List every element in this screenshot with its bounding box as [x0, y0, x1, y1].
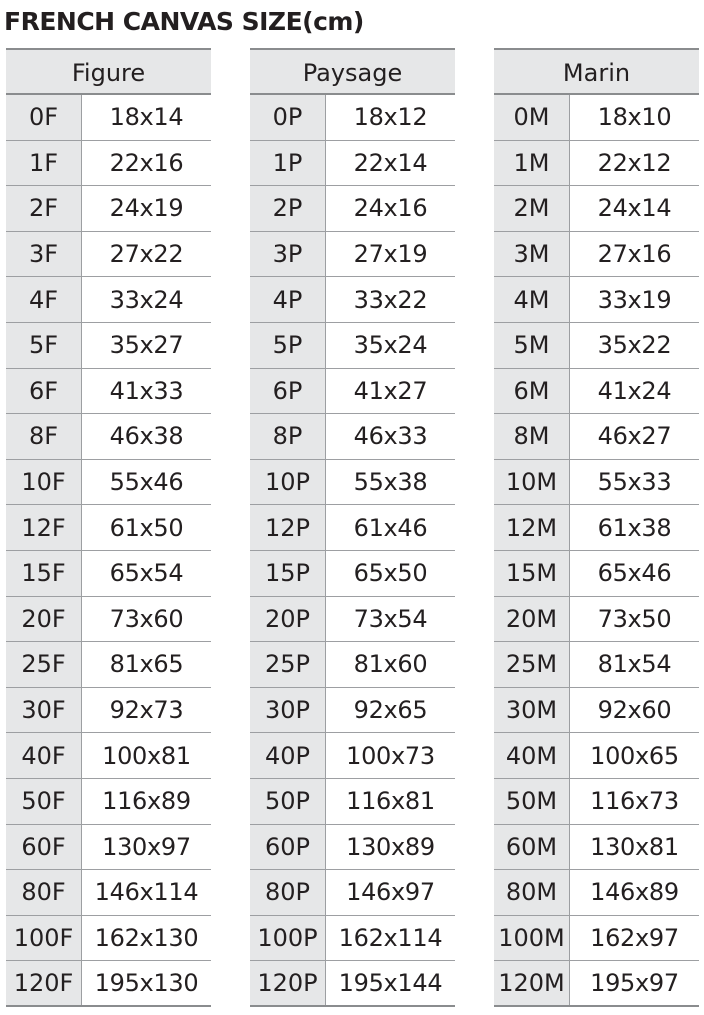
table-row: [250, 95, 455, 141]
dimensions-cell: 73x54: [326, 597, 455, 642]
size-code-cell: 100P: [250, 916, 326, 961]
table-row: [6, 961, 211, 1007]
size-code-cell: 120P: [250, 961, 326, 1005]
size-code-cell: 10M: [494, 460, 570, 505]
dimensions-cell: 46x33: [326, 414, 455, 459]
dimensions-cell: 195x144: [326, 961, 455, 1005]
table-row: [250, 186, 455, 232]
dimensions-cell: 81x65: [82, 642, 211, 687]
size-code-cell: 1F: [6, 141, 82, 186]
table-row: [6, 733, 211, 779]
dimensions-cell: 27x16: [570, 232, 699, 277]
size-code-cell: 80F: [6, 870, 82, 915]
size-code-cell: 120F: [6, 961, 82, 1005]
dimensions-cell: 22x14: [326, 141, 455, 186]
dimensions-cell: 92x60: [570, 688, 699, 733]
table-row: [6, 688, 211, 734]
table-row: [494, 95, 699, 141]
marin-table-header: Marin: [494, 48, 699, 95]
size-code-cell: 40F: [6, 733, 82, 778]
table-row: [6, 95, 211, 141]
table-row: [6, 916, 211, 962]
size-code-cell: 15P: [250, 551, 326, 596]
figure-table: [6, 48, 211, 1007]
dimensions-cell: 22x12: [570, 141, 699, 186]
size-code-cell: 12M: [494, 505, 570, 550]
table-row: [494, 460, 699, 506]
size-code-cell: 3P: [250, 232, 326, 277]
dimensions-cell: 61x38: [570, 505, 699, 550]
size-code-cell: 40P: [250, 733, 326, 778]
table-row: [6, 551, 211, 597]
dimensions-cell: 81x54: [570, 642, 699, 687]
dimensions-cell: 162x114: [326, 916, 455, 961]
size-code-cell: 6P: [250, 369, 326, 414]
size-code-cell: 12P: [250, 505, 326, 550]
dimensions-cell: 92x73: [82, 688, 211, 733]
size-code-cell: 5F: [6, 323, 82, 368]
table-row: [250, 779, 455, 825]
table-row: [6, 505, 211, 551]
size-code-cell: 25P: [250, 642, 326, 687]
size-code-cell: 60F: [6, 825, 82, 870]
dimensions-cell: 146x97: [326, 870, 455, 915]
size-code-cell: 3F: [6, 232, 82, 277]
table-row: [494, 414, 699, 460]
table-row: [6, 597, 211, 643]
table-row: [250, 277, 455, 323]
size-code-cell: 25F: [6, 642, 82, 687]
dimensions-cell: 24x16: [326, 186, 455, 231]
size-code-cell: 12F: [6, 505, 82, 550]
table-row: [250, 642, 455, 688]
dimensions-cell: 55x33: [570, 460, 699, 505]
size-code-cell: 4F: [6, 277, 82, 322]
table-row: [250, 597, 455, 643]
size-code-cell: 40M: [494, 733, 570, 778]
dimensions-cell: 116x89: [82, 779, 211, 824]
size-code-cell: 5P: [250, 323, 326, 368]
size-code-cell: 100F: [6, 916, 82, 961]
table-row: [494, 733, 699, 779]
size-code-cell: 20F: [6, 597, 82, 642]
table-row: [494, 688, 699, 734]
table-row: [250, 323, 455, 369]
table-row: [494, 232, 699, 278]
table-row: [250, 688, 455, 734]
dimensions-cell: 92x65: [326, 688, 455, 733]
dimensions-cell: 27x22: [82, 232, 211, 277]
paysage-table: [250, 48, 455, 1007]
table-row: [494, 505, 699, 551]
dimensions-cell: 116x81: [326, 779, 455, 824]
dimensions-cell: 46x27: [570, 414, 699, 459]
dimensions-cell: 55x46: [82, 460, 211, 505]
table-row: [250, 916, 455, 962]
size-code-cell: 50M: [494, 779, 570, 824]
table-row: [250, 825, 455, 871]
dimensions-cell: 35x22: [570, 323, 699, 368]
dimensions-cell: 65x46: [570, 551, 699, 596]
dimensions-cell: 41x33: [82, 369, 211, 414]
size-code-cell: 80M: [494, 870, 570, 915]
size-code-cell: 1M: [494, 141, 570, 186]
size-code-cell: 8M: [494, 414, 570, 459]
size-code-cell: 15F: [6, 551, 82, 596]
dimensions-cell: 18x12: [326, 95, 455, 140]
table-row: [6, 277, 211, 323]
size-code-cell: 50P: [250, 779, 326, 824]
size-code-cell: 30F: [6, 688, 82, 733]
dimensions-cell: 100x73: [326, 733, 455, 778]
size-code-cell: 100M: [494, 916, 570, 961]
dimensions-cell: 130x89: [326, 825, 455, 870]
dimensions-cell: 116x73: [570, 779, 699, 824]
dimensions-cell: 46x38: [82, 414, 211, 459]
table-row: [250, 961, 455, 1007]
table-row: [494, 961, 699, 1007]
size-code-cell: 0F: [6, 95, 82, 140]
size-code-cell: 2F: [6, 186, 82, 231]
table-row: [494, 141, 699, 187]
table-row: [494, 277, 699, 323]
dimensions-cell: 195x130: [82, 961, 211, 1005]
table-row: [494, 323, 699, 369]
dimensions-cell: 33x24: [82, 277, 211, 322]
size-code-cell: 10F: [6, 460, 82, 505]
table-row: [6, 870, 211, 916]
size-code-cell: 50F: [6, 779, 82, 824]
dimensions-cell: 146x114: [82, 870, 211, 915]
table-row: [250, 460, 455, 506]
size-code-cell: 0M: [494, 95, 570, 140]
dimensions-cell: 162x130: [82, 916, 211, 961]
table-row: [494, 597, 699, 643]
table-row: [6, 323, 211, 369]
dimensions-cell: 65x54: [82, 551, 211, 596]
table-row: [494, 779, 699, 825]
size-code-cell: 3M: [494, 232, 570, 277]
dimensions-cell: 146x89: [570, 870, 699, 915]
size-code-cell: 4P: [250, 277, 326, 322]
table-row: [6, 369, 211, 415]
size-code-cell: 6M: [494, 369, 570, 414]
table-row: [6, 232, 211, 278]
size-code-cell: 120M: [494, 961, 570, 1005]
marin-table: [494, 48, 699, 1007]
table-row: [250, 232, 455, 278]
dimensions-cell: 162x97: [570, 916, 699, 961]
table-row: [494, 369, 699, 415]
dimensions-cell: 41x24: [570, 369, 699, 414]
dimensions-cell: 65x50: [326, 551, 455, 596]
dimensions-cell: 18x14: [82, 95, 211, 140]
table-row: [494, 825, 699, 871]
table-row: [250, 414, 455, 460]
size-code-cell: 2P: [250, 186, 326, 231]
paysage-table-header: Paysage: [250, 48, 455, 95]
size-code-cell: 80P: [250, 870, 326, 915]
dimensions-cell: 73x50: [570, 597, 699, 642]
table-row: [494, 916, 699, 962]
dimensions-cell: 195x97: [570, 961, 699, 1005]
dimensions-cell: 33x19: [570, 277, 699, 322]
size-code-cell: 30P: [250, 688, 326, 733]
table-row: [250, 733, 455, 779]
table-row: [6, 186, 211, 232]
size-code-cell: 60P: [250, 825, 326, 870]
page-title: FRENCH CANVAS SIZE(cm): [4, 7, 364, 36]
dimensions-cell: 100x65: [570, 733, 699, 778]
figure-table-body: [6, 95, 211, 1007]
dimensions-cell: 24x19: [82, 186, 211, 231]
table-row: [494, 186, 699, 232]
table-row: [6, 141, 211, 187]
dimensions-cell: 81x60: [326, 642, 455, 687]
size-code-cell: 5M: [494, 323, 570, 368]
dimensions-cell: 130x97: [82, 825, 211, 870]
dimensions-cell: 61x46: [326, 505, 455, 550]
dimensions-cell: 33x22: [326, 277, 455, 322]
dimensions-cell: 24x14: [570, 186, 699, 231]
table-row: [494, 642, 699, 688]
size-code-cell: 8F: [6, 414, 82, 459]
size-code-cell: 20P: [250, 597, 326, 642]
table-row: [6, 779, 211, 825]
table-row: [250, 551, 455, 597]
size-code-cell: 10P: [250, 460, 326, 505]
dimensions-cell: 35x24: [326, 323, 455, 368]
size-code-cell: 8P: [250, 414, 326, 459]
table-row: [6, 460, 211, 506]
dimensions-cell: 18x10: [570, 95, 699, 140]
figure-table-header: Figure: [6, 48, 211, 95]
paysage-table-body: [250, 95, 455, 1007]
table-row: [250, 505, 455, 551]
dimensions-cell: 35x27: [82, 323, 211, 368]
size-code-cell: 0P: [250, 95, 326, 140]
table-row: [494, 870, 699, 916]
table-row: [250, 141, 455, 187]
size-code-cell: 4M: [494, 277, 570, 322]
size-code-cell: 60M: [494, 825, 570, 870]
size-code-cell: 25M: [494, 642, 570, 687]
size-code-cell: 20M: [494, 597, 570, 642]
table-row: [250, 369, 455, 415]
table-row: [6, 642, 211, 688]
marin-table-body: [494, 95, 699, 1007]
size-code-cell: 30M: [494, 688, 570, 733]
table-row: [6, 414, 211, 460]
size-code-cell: 15M: [494, 551, 570, 596]
size-code-cell: 1P: [250, 141, 326, 186]
dimensions-cell: 73x60: [82, 597, 211, 642]
size-code-cell: 2M: [494, 186, 570, 231]
dimensions-cell: 55x38: [326, 460, 455, 505]
table-row: [6, 825, 211, 871]
size-code-cell: 6F: [6, 369, 82, 414]
dimensions-cell: 41x27: [326, 369, 455, 414]
dimensions-cell: 130x81: [570, 825, 699, 870]
table-row: [494, 551, 699, 597]
dimensions-cell: 100x81: [82, 733, 211, 778]
table-row: [250, 870, 455, 916]
dimensions-cell: 27x19: [326, 232, 455, 277]
dimensions-cell: 61x50: [82, 505, 211, 550]
dimensions-cell: 22x16: [82, 141, 211, 186]
